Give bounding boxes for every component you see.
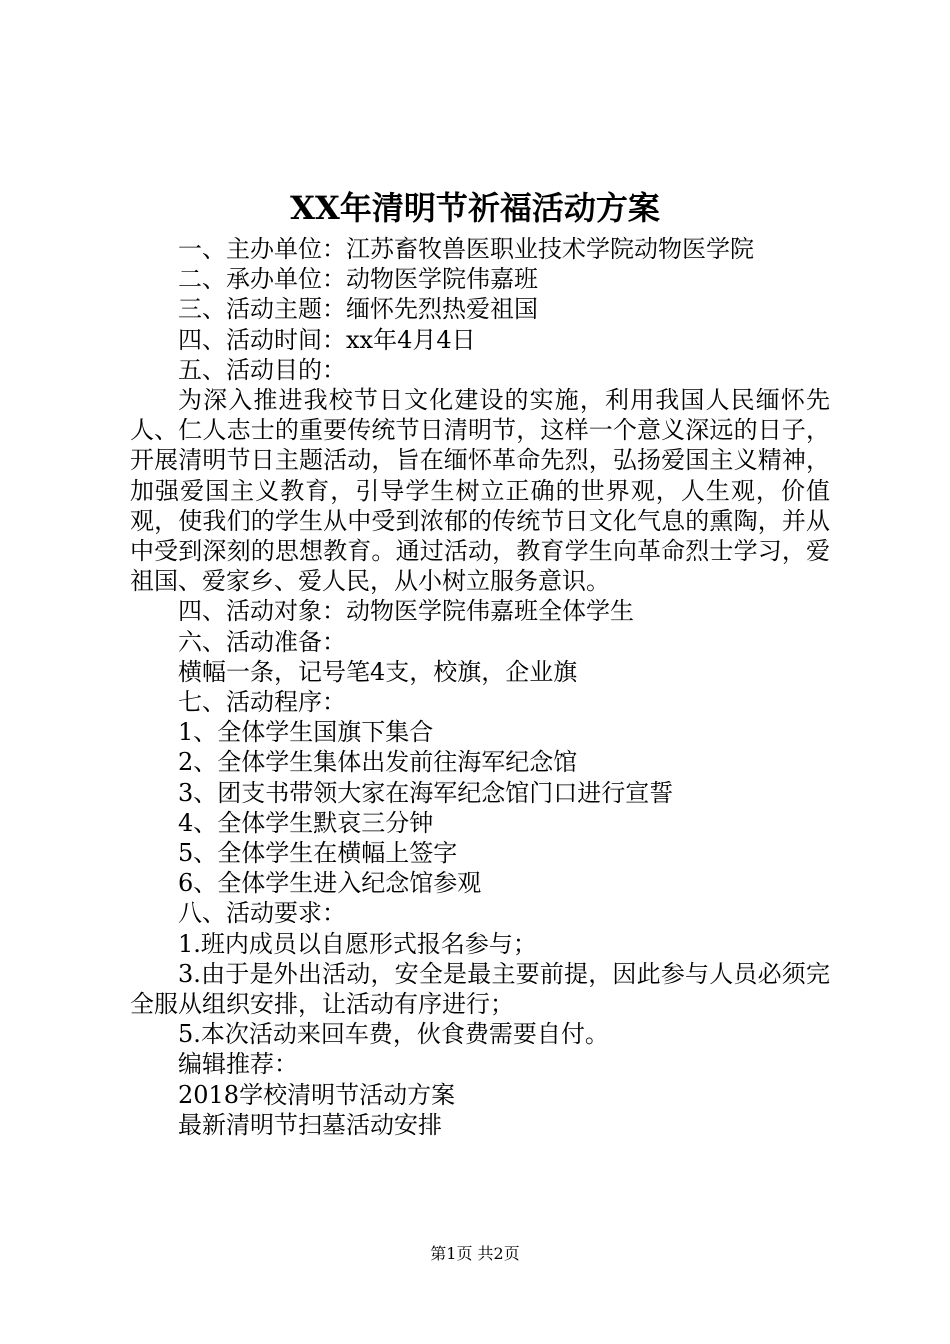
paragraph-procedure-heading: 七、活动程序： [178, 688, 346, 717]
paragraph-time: 四、活动时间：xx年4月4日 [178, 325, 476, 354]
paragraph-requirements-heading: 八、活动要求： [178, 899, 346, 928]
paragraph-purpose-heading: 五、活动目的： [178, 355, 346, 384]
requirement-item: 5.本次活动来回车费，伙食费需要自付。 [178, 1020, 609, 1049]
requirement-item: 1.班内成员以自愿形式报名参与； [178, 929, 537, 958]
paragraph-preparation-heading: 六、活动准备： [178, 627, 346, 656]
paragraph-organizer: 一、主办单位：江苏畜牧兽医职业技术学院动物医学院 [178, 235, 754, 263]
paragraph-theme: 三、活动主题：缅怀先烈热爱祖国 [178, 295, 538, 324]
paragraph-participants: 四、活动对象：动物医学院伟嘉班全体学生 [178, 597, 634, 626]
paragraph-recommend-heading: 编辑推荐： [178, 1050, 298, 1079]
document-body [130, 234, 830, 1140]
procedure-step: 4、全体学生默哀三分钟 [178, 808, 434, 837]
page-footer: 第1页 共2页 [430, 1244, 520, 1263]
procedure-step: 2、全体学生集体出发前往海军纪念馆 [178, 748, 578, 777]
procedure-step: 5、全体学生在横幅上签字 [178, 839, 458, 868]
procedure-step: 6、全体学生进入纪念馆参观 [178, 869, 482, 898]
requirement-item: 3.由于是外出活动，安全是最主要前提，因此参与人员必须完全服从组织安排，让活动有序进行； [130, 959, 830, 1019]
paragraph-purpose-body: 为深入推进我校节日文化建设的实施，利用我国人民缅怀先人、仁人志士的重要传统节日清明节，这样一个意义深远的日子，开展清明节日主题活动，旨在缅怀革命先烈，弘扬爱国主义精神，加强爱国主义教育，引导学生树立正确的世界观，人生观，价值观，使我们的学生从中受到浓郁的传统节日文化气息的熏陶，并从中受到深刻的思想教育。通过活动，教育学生向革命烈士学习，爱祖国、爱家乡、爱人民，从小树立服务意识。 [130, 386, 830, 596]
paragraph-preparation-items: 横幅一条，记号笔4支，校旗，企业旗 [178, 657, 578, 686]
recommended-item: 最新清明节扫墓活动安排 [178, 1110, 442, 1139]
procedure-step: 3、团支书带领大家在海军纪念馆门口进行宣誓 [178, 778, 674, 807]
procedure-step: 1、全体学生国旗下集合 [178, 718, 434, 747]
paragraph-co-organizer: 二、承办单位：动物医学院伟嘉班 [178, 265, 538, 294]
document-title: XX年清明节祈福活动方案 [290, 189, 660, 227]
recommended-item: 2018学校清明节活动方案 [178, 1080, 456, 1109]
